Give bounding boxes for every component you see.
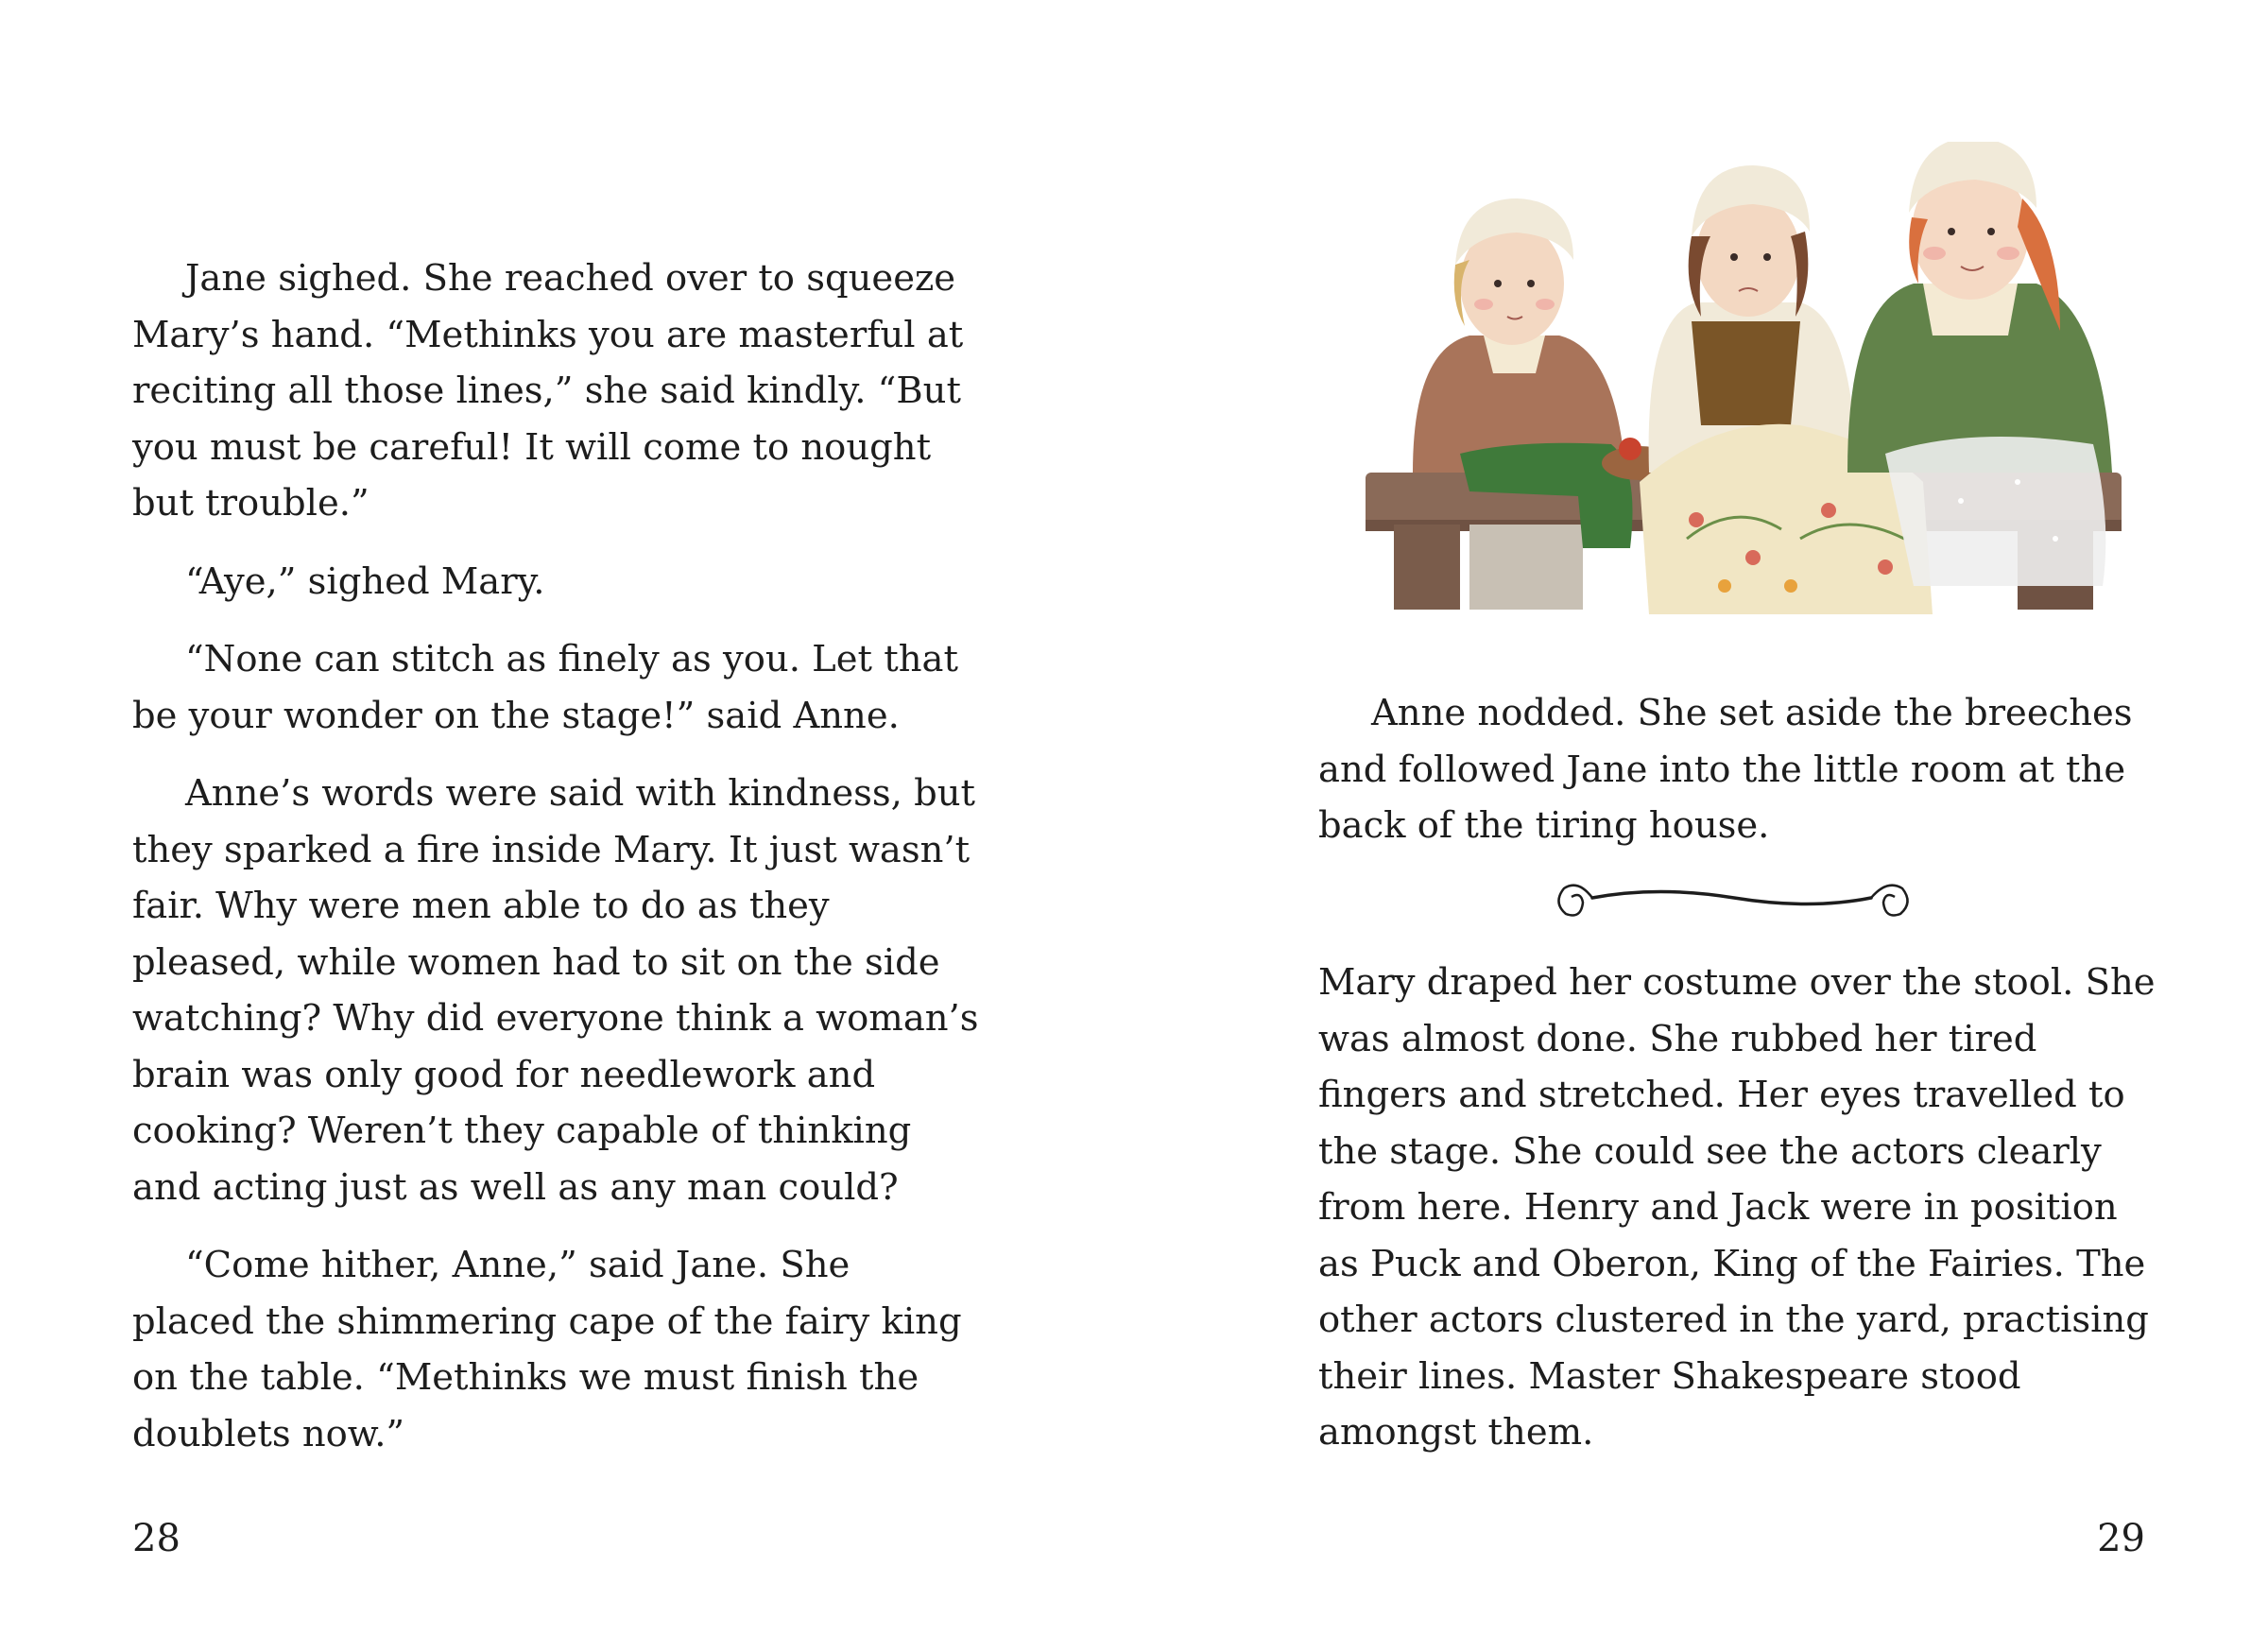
- paragraph: “Aye,” sighed Mary.: [185, 559, 545, 603]
- left-page-text: [132, 250, 983, 1484]
- flourish-divider-icon: [1536, 865, 1933, 931]
- three-seamstresses-illustration: [1356, 142, 2140, 633]
- page-number: 28: [132, 1517, 180, 1560]
- paragraph: Anne nodded. She set aside the breeches and followed Jane into the little room at the back of the tiring house.: [1318, 692, 2133, 847]
- right-page-text: [1318, 685, 2169, 876]
- paragraph: “None can stitch as finely as you. Let that be your wonder on the stage!” said Anne.: [132, 638, 958, 737]
- paragraph: Anne’s words were said with kindness, but they sparked a fire inside Mary. It just wasn’t fair. Why were men able to do as they pleased, while women had to sit on the side watching? Why did everyone think a woman’s brain was only good for needlework and cooking? Weren’t they capable of thinking and acting just as well as any man could?: [132, 772, 979, 1209]
- paragraph: “Come hither, Anne,” said Jane. She placed the shimmering cape of the fairy king on the table. “Methinks we must finish the doublets now.”: [132, 1244, 962, 1455]
- right-page-text-lower: [1318, 955, 2169, 1483]
- paragraph: Jane sighed. She reached over to squeeze Mary’s hand. “Methinks you are masterful at reciting all those lines,” she said kindly. “But you must be careful! It will come to nought but trouble.”: [132, 257, 964, 525]
- page-number: 29: [2097, 1517, 2145, 1560]
- paragraph: Mary draped her costume over the stool. She was almost done. She rubbed her tired fingers and stretched. Her eyes travelled to the stage. She could see the actors clearly from here. Henry and Jack were in position as Puck and Oberon, King of the Fairies. The other actors clustered in the yard, practising their lines. Master Shakespeare stood amongst them.: [1318, 961, 2156, 1454]
- right-page: [1134, 0, 2268, 1635]
